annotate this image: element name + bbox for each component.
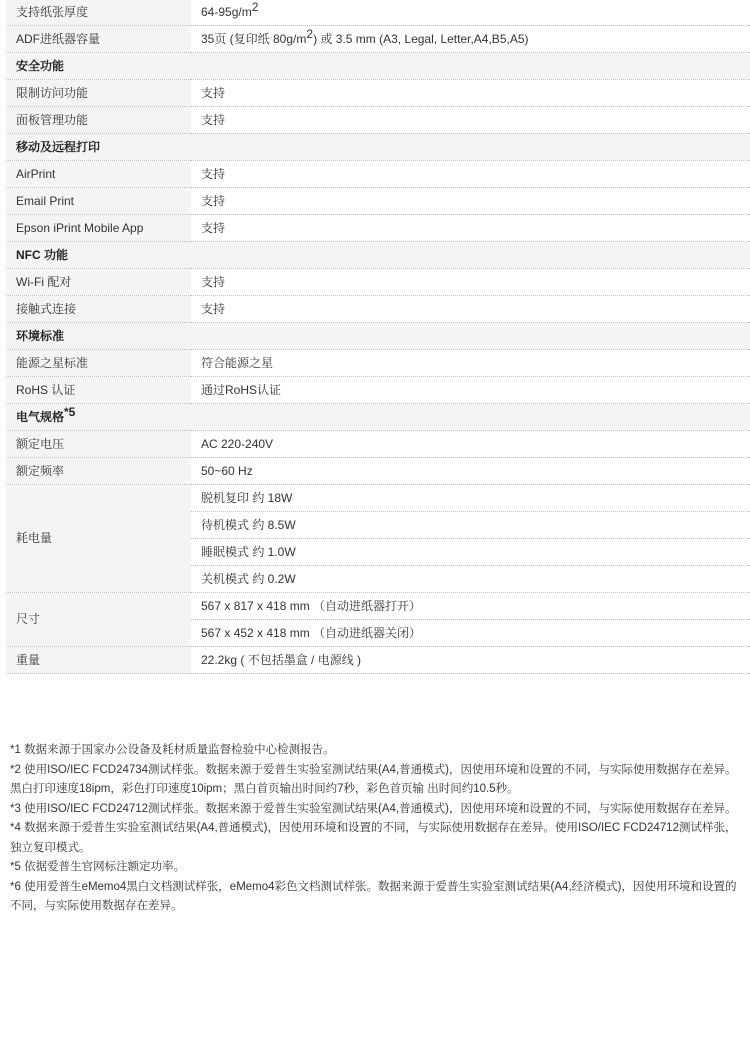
spec-label (6, 214, 191, 241)
value-text: 支持 (201, 85, 226, 100)
footnote-item: *2 使用ISO/IEC FCD24734测试样张。数据来源于爱普生实验室测试结果(A4,普通模式)，因使用环境和设置的不同，与实际使用数据存在差异。黑白打印速度18ipm，彩色打印速度10ipm；黑白首页输出时间约7秒，彩色首页输 出时间约10.5秒。 (10, 763, 737, 795)
label-text: 接触式连接 (16, 301, 77, 316)
spec-row (6, 646, 750, 673)
value-text: 支持 (201, 220, 226, 235)
section-filler (191, 241, 750, 268)
label-text: Epson iPrint Mobile App (16, 220, 144, 235)
value-text: 支持 (201, 166, 226, 181)
value-text: 支持 (201, 274, 226, 289)
spec-row (6, 484, 750, 511)
spec-label: 尺寸 (6, 592, 191, 646)
spec-row (6, 349, 750, 376)
spec-label (6, 187, 191, 214)
unit-superscript: 2 (306, 26, 314, 41)
label-text: Wi-Fi 配对 (16, 274, 72, 289)
spec-table (6, 0, 750, 674)
spec-row (6, 79, 750, 106)
spec-value: 睡眠模式 约 1.0W (191, 538, 750, 565)
footnote-item: *1 数据来源于国家办公设备及耗材质量监督检验中心检测报告。 (10, 744, 335, 756)
value-text: 支持 (201, 112, 226, 127)
label-text: 重量 (16, 652, 41, 667)
spec-label (6, 79, 191, 106)
spec-value: 567 x 817 x 418 mm （自动进纸器打开） (191, 592, 750, 619)
spec-label: 耗电量 (6, 484, 191, 592)
spec-value (191, 79, 750, 106)
label-text: 额定频率 (16, 463, 65, 478)
spec-label (6, 646, 191, 673)
spec-value (191, 25, 750, 52)
value-text: 支持 (201, 193, 226, 208)
spec-value (191, 349, 750, 376)
footnote-item: *6 使用爱普生eMemo4黑白文档测试样张，eMemo4彩色文档测试样张。数据来源于爱普生实验室测试结果(A4,经济模式)，因使用环境和设置的不同，与实际使用数据存在差异。 (10, 880, 737, 912)
spec-label (6, 0, 191, 25)
label-text: 能源之星标准 (16, 355, 89, 370)
section-title (6, 403, 191, 430)
spec-value: 关机模式 约 0.2W (191, 565, 750, 592)
spec-row (6, 106, 750, 133)
label-text: 环境标准 (16, 328, 65, 343)
spec-value (191, 646, 750, 673)
spec-value (191, 430, 750, 457)
label-text: 移动及远程打印 (16, 139, 101, 154)
footnotes (10, 741, 742, 917)
spec-row (6, 457, 750, 484)
spec-row (6, 160, 750, 187)
value-text: 35页 (复印纸 80g/m (201, 31, 307, 46)
section-title (6, 241, 191, 268)
section-header (6, 403, 750, 430)
label-text: AirPrint (16, 166, 56, 181)
spec-value (191, 160, 750, 187)
spec-value (191, 0, 750, 25)
section-filler (191, 52, 750, 79)
label-text: 支持纸张厚度 (16, 5, 89, 20)
section-title (6, 133, 191, 160)
label-text: Email Print (16, 193, 75, 208)
footnote-item: *5 依据爱普生官网标注额定功率。 (10, 861, 186, 873)
section-header (6, 241, 750, 268)
value-text: 符合能源之星 (201, 355, 274, 370)
label-text: RoHS 认证 (16, 382, 76, 397)
section-header (6, 322, 750, 349)
spec-label (6, 349, 191, 376)
value-text: 通过RoHS认证 (201, 382, 282, 397)
spec-value: 567 x 452 x 418 mm （自动进纸器关闭） (191, 619, 750, 646)
spec-value: 待机模式 约 8.5W (191, 511, 750, 538)
spec-row (6, 592, 750, 619)
spec-label (6, 25, 191, 52)
section-header (6, 52, 750, 79)
spec-label (6, 160, 191, 187)
footnote-ref: *5 (64, 404, 76, 419)
spec-row (6, 376, 750, 403)
label-text: ADF进纸器容量 (16, 31, 101, 46)
spec-row (6, 295, 750, 322)
section-header (6, 133, 750, 160)
value-text: 22.2kg ( 不包括墨盒 / 电源线 ) (201, 652, 362, 667)
label-text: 限制访问功能 (16, 85, 89, 100)
spec-table-body (6, 0, 750, 673)
spec-row (6, 430, 750, 457)
spec-value: 脱机复印 约 18W (191, 484, 750, 511)
spec-label (6, 106, 191, 133)
value-text: 支持 (201, 301, 226, 316)
spec-value (191, 268, 750, 295)
label-text: 额定电压 (16, 436, 65, 451)
spec-row (6, 25, 750, 52)
spec-label (6, 295, 191, 322)
label-text: NFC 功能 (16, 247, 68, 262)
spec-value (191, 214, 750, 241)
section-filler (191, 403, 750, 430)
spec-label (6, 430, 191, 457)
label-text: 安全功能 (16, 58, 65, 73)
label-text: 电气规格 (16, 409, 65, 424)
section-filler (191, 322, 750, 349)
value-text: 50~60 Hz (201, 463, 253, 478)
section-filler (191, 133, 750, 160)
spec-row (6, 187, 750, 214)
footnote-item: *3 使用ISO/IEC FCD24712测试样张。数据来源于爱普生实验室测试结果(A4,普通模式)，因使用环境和设置的不同，与实际使用数据存在差异。 (10, 802, 737, 815)
spec-value (191, 187, 750, 214)
label-text: 面板管理功能 (16, 112, 89, 127)
spec-row (6, 0, 750, 25)
value-text: AC 220-240V (201, 436, 274, 451)
value-text-tail: ) 或 3.5 mm (A3, Legal, Letter,A4,B5,A5) (313, 31, 529, 46)
spec-value (191, 106, 750, 133)
unit-superscript: 2 (251, 0, 259, 15)
spec-value (191, 457, 750, 484)
section-title (6, 322, 191, 349)
value-text: 64-95g/m (201, 5, 252, 20)
spec-label (6, 268, 191, 295)
spec-row (6, 268, 750, 295)
spec-value (191, 376, 750, 403)
footnote-item: *4 数据来源于爱普生实验室测试结果(A4,普通模式)，因使用环境和设置的不同，与实际使用数据存在差异。使用ISO/IEC FCD24712测试样张，独立复印模式。 (10, 822, 737, 854)
spec-row (6, 214, 750, 241)
spec-label (6, 457, 191, 484)
spec-value (191, 295, 750, 322)
section-title (6, 52, 191, 79)
spec-label (6, 376, 191, 403)
